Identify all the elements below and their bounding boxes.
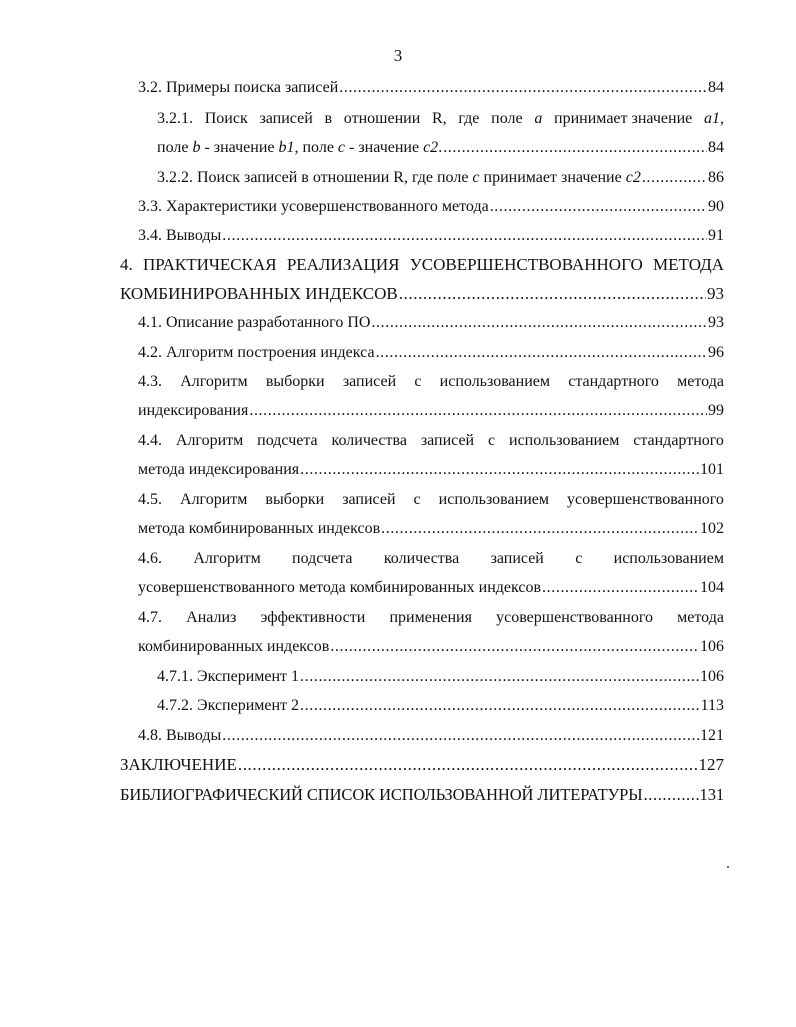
toc-entry-title: 3.3. Характеристики усовершенствованного метода: [138, 198, 489, 215]
toc-entry-4-7-line1[interactable]: 4.7. Анализ эффективности применения усовершенствованного метода: [138, 609, 724, 626]
toc-entry-4-7-1[interactable]: [157, 667, 724, 687]
toc-leader-dots: [371, 313, 707, 333]
toc-conclusion[interactable]: [120, 755, 724, 775]
toc-leader-dots: [399, 284, 706, 304]
toc-entry-4-4-line2[interactable]: [138, 460, 724, 480]
toc-leader-dots: [249, 401, 707, 421]
toc-entry-page: 86: [708, 169, 724, 186]
toc-entry-page: 106: [700, 638, 724, 655]
toc-entry-title: 4.7.1. Эксперимент 1: [157, 668, 300, 685]
toc-entry-page: 127: [698, 755, 724, 774]
toc-entry-4-8[interactable]: [138, 726, 724, 746]
toc-leader-dots: [238, 755, 698, 775]
toc-chapter-4-line1[interactable]: 4. ПРАКТИЧЕСКАЯ РЕАЛИЗАЦИЯ УСОВЕРШЕНСТВОВАННОГО МЕТОДА: [120, 255, 724, 274]
toc-entry-title: поле b - значение b1, поле c - значение c2.: [157, 139, 443, 156]
toc-entry-3-4[interactable]: [138, 226, 724, 246]
toc-entry-page: 91: [708, 227, 724, 244]
toc-leader-dots: [381, 519, 699, 539]
toc-entry-title: комбинированных индексов: [138, 638, 330, 655]
toc-leader-dots: [376, 343, 707, 363]
toc-entry-title: усовершенствованного метода комбинированных индексов: [138, 579, 542, 596]
toc-leader-dots: [490, 197, 707, 217]
toc-entry-title: 3.4. Выводы: [138, 227, 222, 244]
toc-entry-page: 106: [700, 668, 724, 685]
toc-bibliography[interactable]: [120, 785, 724, 805]
toc-entry-title: 4.7.2. Эксперимент 2: [157, 697, 300, 714]
toc-entry-page: 121: [700, 727, 724, 744]
toc-entry-title: 4.2. Алгоритм построения индекса: [138, 344, 375, 361]
toc-entry-title: 4.8. Выводы: [138, 727, 222, 744]
toc-entry-4-7-2[interactable]: [157, 696, 724, 716]
toc-entry-4-5-line1[interactable]: 4.5. Алгоритм выборки записей с использованием усовершенствованного: [138, 491, 724, 508]
toc-leader-dots: [330, 637, 699, 657]
toc-entry-4-6-line2[interactable]: [138, 578, 724, 598]
toc-entry-title: БИБЛИОГРАФИЧЕСКИЙ СПИСОК ИСПОЛЬЗОВАННОЙ ЛИТЕРАТУРЫ: [120, 785, 643, 804]
toc-entry-title: индексирования: [138, 402, 249, 419]
toc-leader-dots: [644, 785, 699, 805]
page-number: 3: [393, 46, 403, 65]
stray-mark: [727, 866, 729, 868]
toc-entry-title: метода комбинированных индексов: [138, 520, 381, 537]
toc-leader-dots: [300, 696, 700, 716]
toc-entry-3-2-1-line2[interactable]: [157, 138, 724, 158]
toc-leader-dots: [222, 726, 699, 746]
toc-leader-dots: [222, 226, 707, 246]
toc-leader-dots: [339, 78, 707, 98]
toc-entry-3-3[interactable]: [138, 197, 724, 217]
toc-entry-page: 96: [708, 344, 724, 361]
toc-entry-title: 3.2. Примеры поиска записей: [138, 79, 339, 96]
toc-entry-page: 84: [708, 79, 724, 96]
toc-entry-3-2-2[interactable]: [157, 168, 724, 188]
toc-entry-page: 131: [699, 785, 724, 804]
toc-leader-dots: [542, 578, 699, 598]
toc-entry-page: 93: [708, 314, 724, 331]
toc-entry-3-2[interactable]: [138, 78, 724, 98]
toc-chapter-4-line2[interactable]: [120, 284, 724, 304]
toc-entry-page: 104: [700, 579, 724, 596]
toc-entry-title: 4.1. Описание разработанного ПО: [138, 314, 371, 331]
toc-entry-4-5-line2[interactable]: [138, 519, 724, 539]
toc-entry-4-3-line1[interactable]: 4.3. Алгоритм выборки записей с использованием стандартного метода: [138, 373, 724, 390]
toc-entry-4-7-line2[interactable]: [138, 637, 724, 657]
toc-entry-title: метода индексирования: [138, 461, 300, 478]
toc-entry-4-3-line2[interactable]: [138, 401, 724, 421]
toc-entry-title: 3.2.2. Поиск записей в отношении R, где поле c принимает значение c2: [157, 169, 641, 186]
toc-leader-dots: [300, 460, 699, 480]
toc-entry-page: 84: [708, 139, 724, 156]
toc-leader-dots: [300, 667, 699, 687]
toc-entry-page: 93: [707, 284, 724, 303]
toc-entry-page: 102: [700, 520, 724, 537]
toc-leader-dots: [642, 168, 707, 188]
toc-entry-3-2-1-line1[interactable]: 3.2.1. Поиск записей в отношении R, где поле a принимает значение a1,: [157, 110, 724, 127]
toc-entry-page: 113: [700, 697, 724, 714]
toc-entry-title: ЗАКЛЮЧЕНИЕ: [120, 755, 237, 774]
toc-entry-page: 99: [708, 402, 724, 419]
toc-entry-4-6-line1[interactable]: 4.6. Алгоритм подсчета количества записей с использованием: [138, 550, 724, 567]
toc-entry-title: КОМБИНИРОВАННЫХ ИНДЕКСОВ: [120, 284, 398, 303]
toc-entry-4-1[interactable]: [138, 313, 724, 333]
toc-entry-4-4-line1[interactable]: 4.4. Алгоритм подсчета количества записей с использованием стандартного: [138, 432, 724, 449]
toc-leader-dots: [443, 138, 707, 158]
toc-entry-page: 90: [708, 198, 724, 215]
toc-entry-page: 101: [700, 461, 724, 478]
toc-entry-4-2[interactable]: [138, 343, 724, 363]
